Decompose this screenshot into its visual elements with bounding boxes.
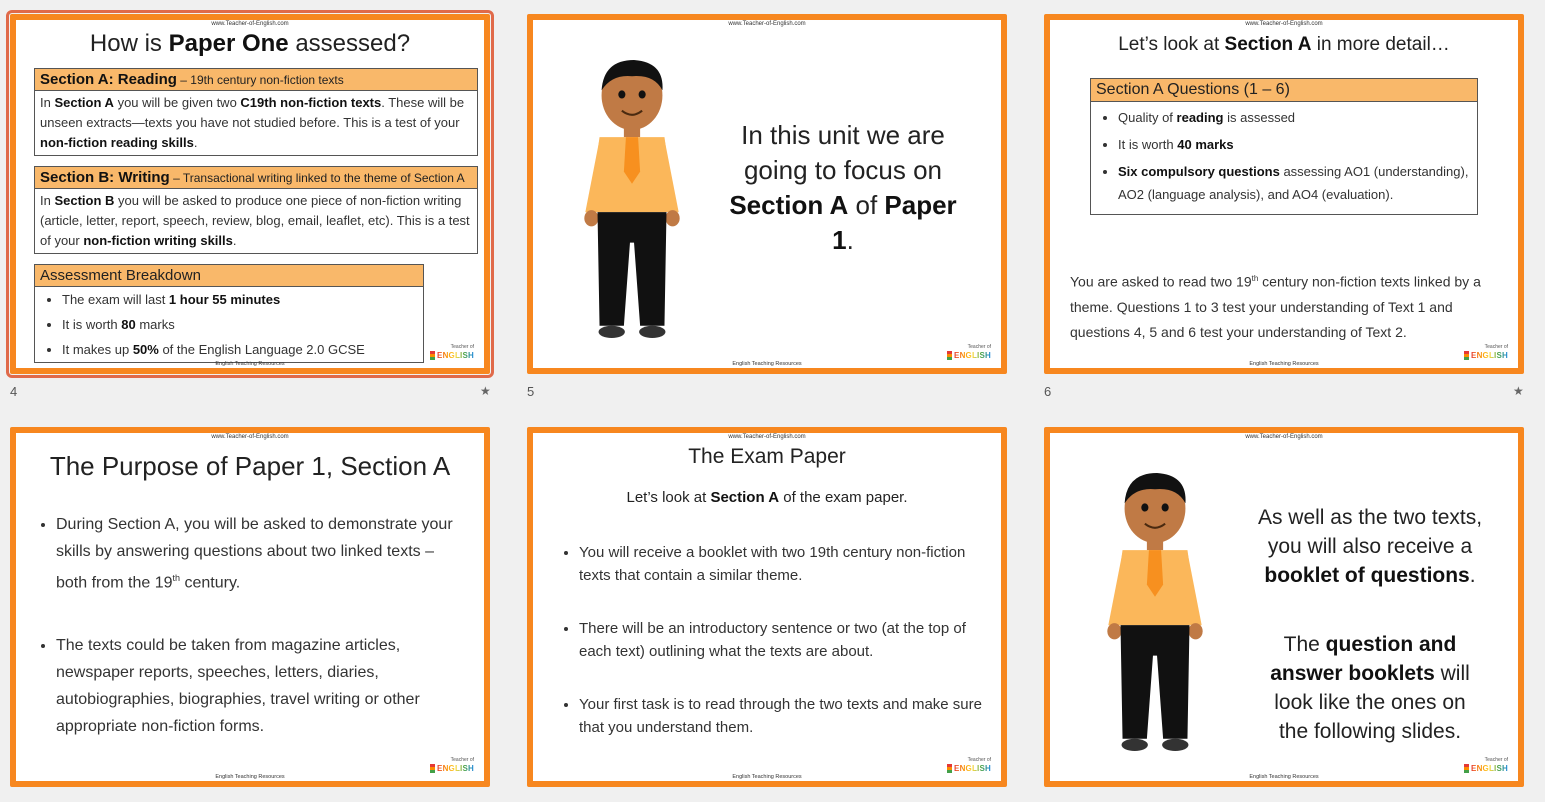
section-a-block bbox=[34, 68, 478, 156]
questions-list bbox=[1096, 106, 1472, 206]
slide-url: www.Teacher-of-English.com bbox=[211, 434, 289, 440]
list-item: • You will receive a booklet with two 19th century non-fiction texts that contain a similar theme. bbox=[579, 541, 987, 587]
section-b-block bbox=[34, 166, 478, 254]
brand-logo: Teacher of ENGLISH bbox=[1464, 757, 1508, 773]
slide-url: www.Teacher-of-English.com bbox=[1245, 434, 1323, 440]
slide-body-text: In this unit we are going to focus on Section A of Paper 1. bbox=[729, 120, 957, 255]
slide-subtitle: Let’s look at Section A of the exam paper. bbox=[626, 489, 908, 506]
slide-body-text: As well as the two texts, you will also receive a booklet of questions. The question and answer booklets will look like the ones on the following slides. bbox=[1257, 506, 1483, 743]
slide-thumbnail-9[interactable] bbox=[1044, 427, 1524, 787]
slide-number: 4 bbox=[10, 384, 18, 399]
list-item: • It is worth 40 marks bbox=[1118, 133, 1472, 156]
assessment-header: Assessment Breakdown bbox=[34, 264, 424, 287]
slide-paragraph: You are asked to read two 19th century non-fiction texts linked by a theme. Questions 1 to 3 test your understanding of Text 1 and questions 4, 5 and 6 test your understanding of Text 2. bbox=[1070, 273, 1481, 340]
slide-url: www.Teacher-of-English.com bbox=[728, 434, 806, 440]
slide-url: www.Teacher-of-English.com bbox=[211, 21, 289, 27]
slide-url: www.Teacher-of-English.com bbox=[1245, 21, 1323, 27]
assessment-breakdown bbox=[34, 264, 424, 363]
slide-number: 6 bbox=[1044, 384, 1052, 399]
star-icon[interactable]: ★ bbox=[1513, 384, 1524, 398]
slide-footer: English Teaching Resources bbox=[1249, 361, 1319, 367]
brand-logo: Teacher of ENGLISH bbox=[1464, 344, 1508, 360]
list-item: • Six compulsory questions assessing AO1 (understanding), AO2 (language analysis), and AO4 (evaluation). bbox=[1118, 160, 1472, 206]
questions-box bbox=[1090, 78, 1478, 215]
character-illustration bbox=[577, 60, 687, 340]
list-item: • During Section A, you will be asked to demonstrate your skills by answering questions about two linked texts – both from the 19th century. bbox=[56, 511, 456, 596]
slide-footer: English Teaching Resources bbox=[732, 774, 802, 780]
slide-url: www.Teacher-of-English.com bbox=[728, 21, 806, 27]
list-item: • The exam will last 1 hour 55 minutes bbox=[62, 287, 418, 312]
list-item: • There will be an introductory sentence or two (at the top of each text) outlining what the texts are about. bbox=[579, 617, 987, 663]
list-item: • Quality of reading is assessed bbox=[1118, 106, 1472, 129]
slide-title: How is Paper One assessed? bbox=[89, 30, 411, 57]
brand-logo: Teacher of ENGLISH bbox=[430, 757, 474, 773]
exam-paper-list bbox=[557, 541, 987, 739]
section-b-header: Section B: Writing – Transactional writing linked to the theme of Section A bbox=[34, 166, 478, 189]
slide-footer: English Teaching Resources bbox=[1249, 774, 1319, 780]
slide-thumbnail-4[interactable] bbox=[10, 14, 490, 374]
slide-footer: English Teaching Resources bbox=[215, 774, 285, 780]
slide-title: Let’s look at Section A in more detail… bbox=[1118, 34, 1450, 55]
questions-header: Section A Questions (1 – 6) bbox=[1090, 78, 1478, 102]
slide-number: 5 bbox=[527, 384, 535, 399]
slide-footer: English Teaching Resources bbox=[215, 361, 285, 367]
list-item: • It is worth 80 marks bbox=[62, 312, 418, 337]
slide-thumbnail-5[interactable] bbox=[527, 14, 1007, 374]
list-item: • Your first task is to read through the two texts and make sure that you understand them. bbox=[579, 693, 987, 739]
brand-logo: Teacher of ENGLISH bbox=[947, 344, 991, 360]
purpose-list bbox=[34, 511, 456, 740]
assessment-list bbox=[40, 287, 418, 362]
list-item: • The texts could be taken from magazine articles, newspaper reports, speeches, letters, diaries, autobiographies, biographies, travel writing or other appropriate non-fiction forms. bbox=[56, 632, 456, 740]
character-illustration bbox=[1100, 473, 1210, 753]
slide-thumbnail-7[interactable] bbox=[10, 427, 490, 787]
slide-thumbnail-6[interactable] bbox=[1044, 14, 1524, 374]
brand-logo: Teacher of ENGLISH bbox=[947, 757, 991, 773]
section-b-text: In Section B you will be asked to produce one piece of non-fiction writing (article, letter, report, speech, review, blog, email, leaflet, etc). This is a test of your non-fiction writing skills. bbox=[34, 189, 478, 254]
list-item: • It makes up 50% of the English Language 2.0 GCSE bbox=[62, 337, 418, 362]
section-a-text: In Section A you will be given two C19th non-fiction texts. These will be unseen extracts—texts you have not studied before. This is a test of your non-fiction reading skills. bbox=[34, 91, 478, 156]
slide-title: The Purpose of Paper 1, Section A bbox=[49, 451, 451, 481]
slide-footer: English Teaching Resources bbox=[732, 361, 802, 367]
section-a-header: Section A: Reading – 19th century non-fiction texts bbox=[34, 68, 478, 91]
star-icon[interactable]: ★ bbox=[480, 384, 491, 398]
brand-logo: Teacher of ENGLISH bbox=[430, 344, 474, 360]
slide-thumbnail-8[interactable] bbox=[527, 427, 1007, 787]
slide-title: The Exam Paper bbox=[688, 445, 846, 468]
